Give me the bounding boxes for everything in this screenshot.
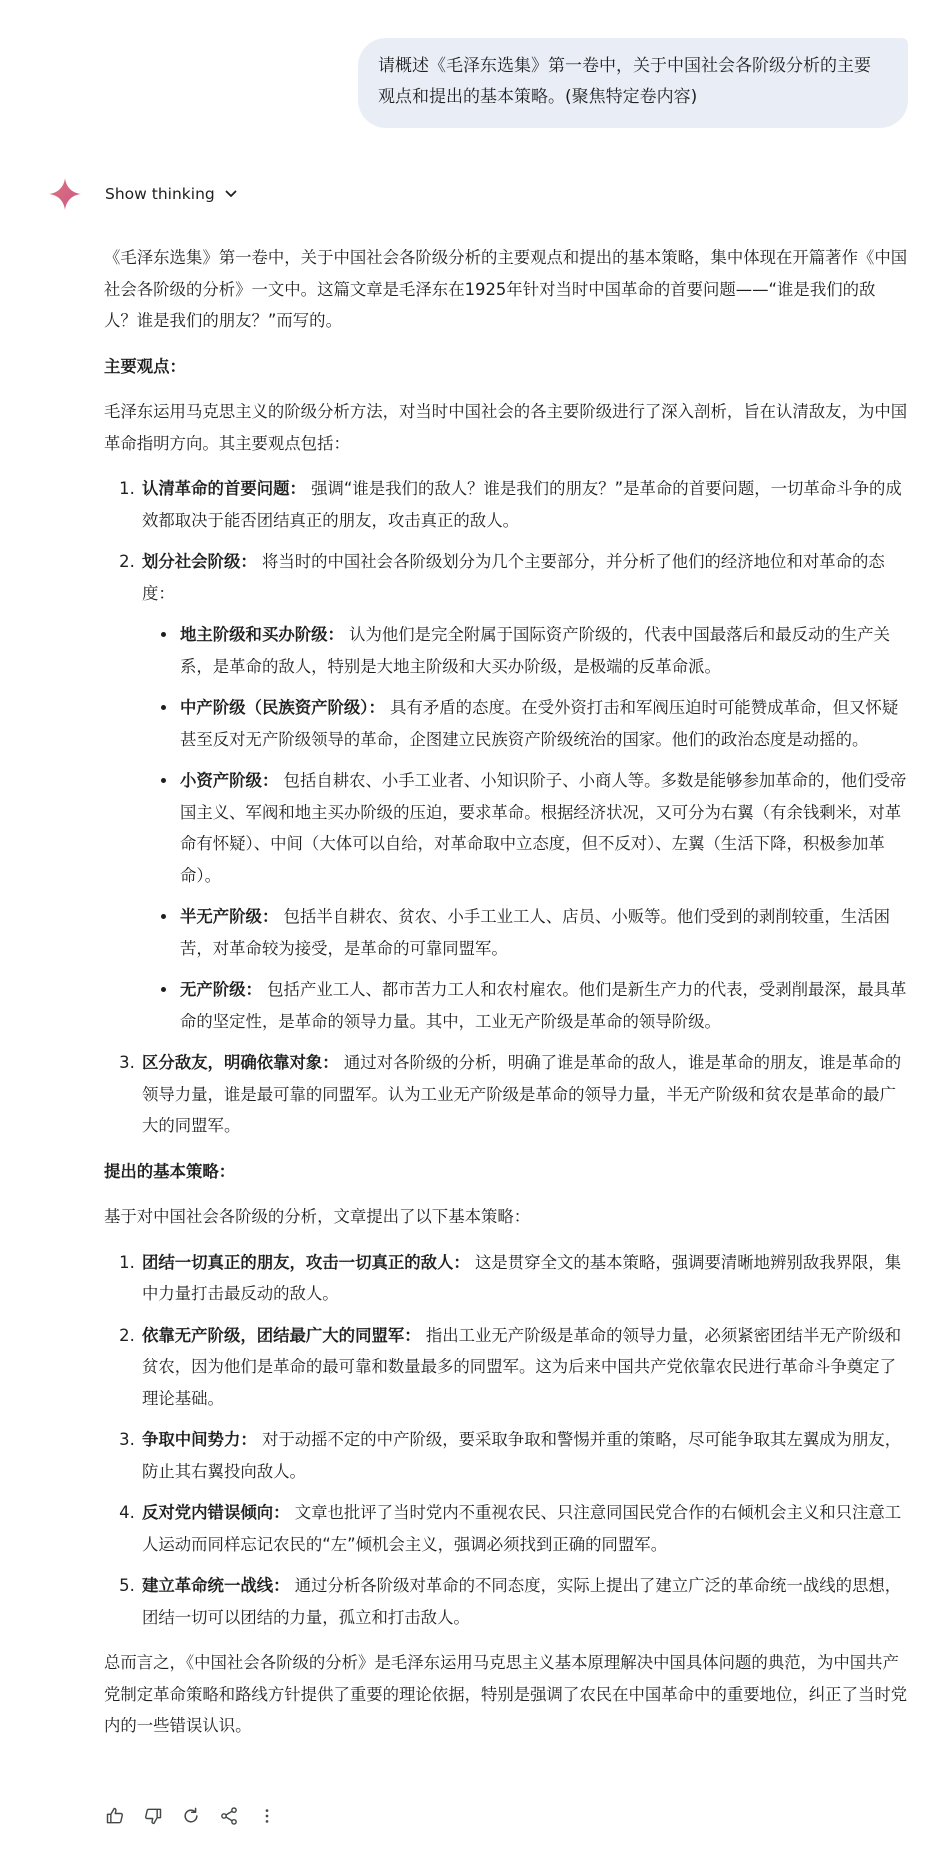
class-item [178, 619, 908, 682]
thumbs-down-icon[interactable] [143, 1806, 163, 1826]
item-title: 团结一切真正的朋友，攻击一切真正的敌人： [142, 1252, 470, 1272]
section-heading-main-views: 主要观点： [104, 356, 186, 376]
thumbs-up-icon[interactable] [105, 1806, 125, 1826]
share-button[interactable] [218, 1805, 240, 1827]
class-title: 无产阶级： [180, 980, 262, 999]
class-title: 小资产阶级： [180, 771, 279, 790]
class-title: 半无产阶级： [180, 907, 279, 926]
item-text: 通过分析各阶级对革命的不同态度，实际上提出了建立广泛的革命统一战线的思想，团结一切可以团结的力量，孤立和打击敌人。 [142, 1576, 902, 1627]
item-title: 争取中间势力： [142, 1430, 257, 1449]
user-prompt-bubble [358, 38, 908, 128]
item-text: 强调“谁是我们的敌人？谁是我们的朋友？”是革命的首要问题，一切革命斗争的成效都取决于能否团结真正的朋友，攻击真正的敌人。 [142, 479, 902, 530]
chevron-down-icon[interactable] [224, 187, 238, 201]
item-title: 建立革命统一战线： [142, 1576, 290, 1595]
item-text: 这是贯穿全文的基本策略，强调要清晰地辨别敌我界限，集中力量打击最反动的敌人。 [142, 1252, 902, 1303]
thumbs-down-button[interactable] [142, 1805, 164, 1827]
regenerate-button[interactable] [180, 1805, 202, 1827]
response-actions [104, 1805, 294, 1827]
item-text: 通过对各阶级的分析，明确了谁是革命的敌人，谁是革命的朋友，谁是革命的领导力量，谁是最可靠的同盟军。认为工业无产阶级是革命的领导力量，半无产阶级和贫农是革命的最广大的同盟军。 [142, 1053, 902, 1135]
class-item [178, 901, 908, 964]
item-text: 将当时的中国社会各阶级划分为几个主要部分，并分析了他们的经济地位和对革命的态度： [142, 552, 885, 603]
item-text: 文章也批评了当时党内不重视农民、只注意同国民党合作的右倾机会主义和只注意工人运动而同样忘记农民的“左”倾机会主义，强调必须找到正确的同盟军。 [142, 1503, 902, 1554]
gemini-sparkle-icon [47, 176, 83, 212]
list-item [140, 1497, 908, 1560]
list-item [140, 1424, 908, 1487]
section-intro-main-views: 毛泽东运用马克思主义的阶级分析方法，对当时中国社会的各主要阶级进行了深入剖析，旨在认清敌友，为中国革命指明方向。其主要观点包括： [104, 402, 908, 453]
user-prompt-text: 请概述《毛泽东选集》第一卷中，关于中国社会各阶级分析的主要观点和提出的基本策略。(聚焦特定卷内容) [378, 56, 871, 107]
show-thinking-toggle[interactable] [47, 176, 238, 212]
class-list [142, 619, 908, 1037]
item-title: 反对党内错误倾向： [142, 1503, 290, 1522]
list-item [140, 546, 908, 1037]
class-item [178, 765, 908, 891]
thumbs-up-button[interactable] [104, 1805, 126, 1827]
list-item [140, 473, 908, 536]
class-title: 地主阶级和买办阶级： [180, 625, 344, 644]
class-text: 包括产业工人、都市苦力工人和农村雇农。他们是新生产力的代表，受剥削最深，最具革命的坚定性，是革命的领导力量。其中，工业无产阶级是革命的领导阶级。 [180, 980, 907, 1031]
class-text: 具有矛盾的态度。在受外资打击和军阀压迫时可能赞成革命，但又怀疑甚至反对无产阶级领导的革命，企图建立民族资产阶级统治的国家。他们的政治态度是动摇的。 [180, 698, 899, 749]
response-body [104, 242, 908, 1756]
section-heading-strategies: 提出的基本策略： [104, 1161, 236, 1181]
list-item [140, 1047, 908, 1142]
list-item [140, 1570, 908, 1633]
list-item [140, 1320, 908, 1415]
main-views-list [104, 473, 908, 1142]
more-options-button[interactable] [256, 1805, 278, 1827]
class-text: 包括自耕农、小手工业者、小知识阶子、小商人等。多数是能够参加革命的，他们受帝国主义、军阀和地主买办阶级的压迫，要求革命。根据经济状况，又可分为右翼（有余钱剩米，对革命有怀疑）、中间（大体可以自给，对革命取中立态度，但不反对）、左翼（生活下降，积极参加革命）。 [180, 771, 907, 885]
class-item [178, 692, 908, 755]
class-text: 包括半自耕农、贫农、小手工业工人、店员、小贩等。他们受到的剥削较重，生活困苦，对革命较为接受，是革命的可靠同盟军。 [180, 907, 891, 958]
intro-paragraph: 《毛泽东选集》第一卷中，关于中国社会各阶级分析的主要观点和提出的基本策略，集中体现在开篇著作《中国社会各阶级的分析》一文中。这篇文章是毛泽东在1925年针对当时中国革命的首要问题——“谁是我们的敌人？谁是我们的朋友？”而写的。 [104, 248, 908, 330]
class-text: 认为他们是完全附属于国际资产阶级的，代表中国最落后和最反动的生产关系，是革命的敌人，特别是大地主阶级和大买办阶级，是极端的反革命派。 [180, 625, 891, 676]
list-item [140, 1247, 908, 1310]
item-text: 指出工业无产阶级是革命的领导力量，必须紧密团结半无产阶级和贫农，因为他们是革命的最可靠和数量最多的同盟军。这为后来中国共产党依靠农民进行革命斗争奠定了理论基础。 [142, 1325, 902, 1408]
conclusion-paragraph: 总而言之，《中国社会各阶级的分析》是毛泽东运用马克思主义基本原理解决中国具体问题的典范，为中国共产党制定革命策略和路线方针提供了重要的理论依据，特别是强调了农民在中国革命中的重要地位，纠正了当时党内的一些错误认识。 [104, 1653, 908, 1735]
regenerate-icon[interactable] [181, 1806, 201, 1826]
strategies-list [104, 1247, 908, 1634]
item-title: 区分敌友，明确依靠对象： [142, 1053, 339, 1072]
item-text: 对于动摇不定的中产阶级，要采取争取和警惕并重的策略，尽可能争取其左翼成为朋友，防止其右翼投向敌人。 [142, 1430, 902, 1481]
section-intro-strategies: 基于对中国社会各阶级的分析，文章提出了以下基本策略： [104, 1207, 531, 1226]
class-title: 中产阶级（民族资产阶级）： [180, 698, 385, 717]
class-item [178, 974, 908, 1037]
item-title: 依靠无产阶级，团结最广大的同盟军： [142, 1325, 421, 1345]
item-title: 认清革命的首要问题： [142, 479, 306, 498]
show-thinking-label[interactable]: Show thinking [105, 185, 215, 203]
share-icon[interactable] [219, 1806, 239, 1826]
item-title: 划分社会阶级： [142, 552, 257, 571]
more-vert-icon[interactable] [257, 1806, 277, 1826]
